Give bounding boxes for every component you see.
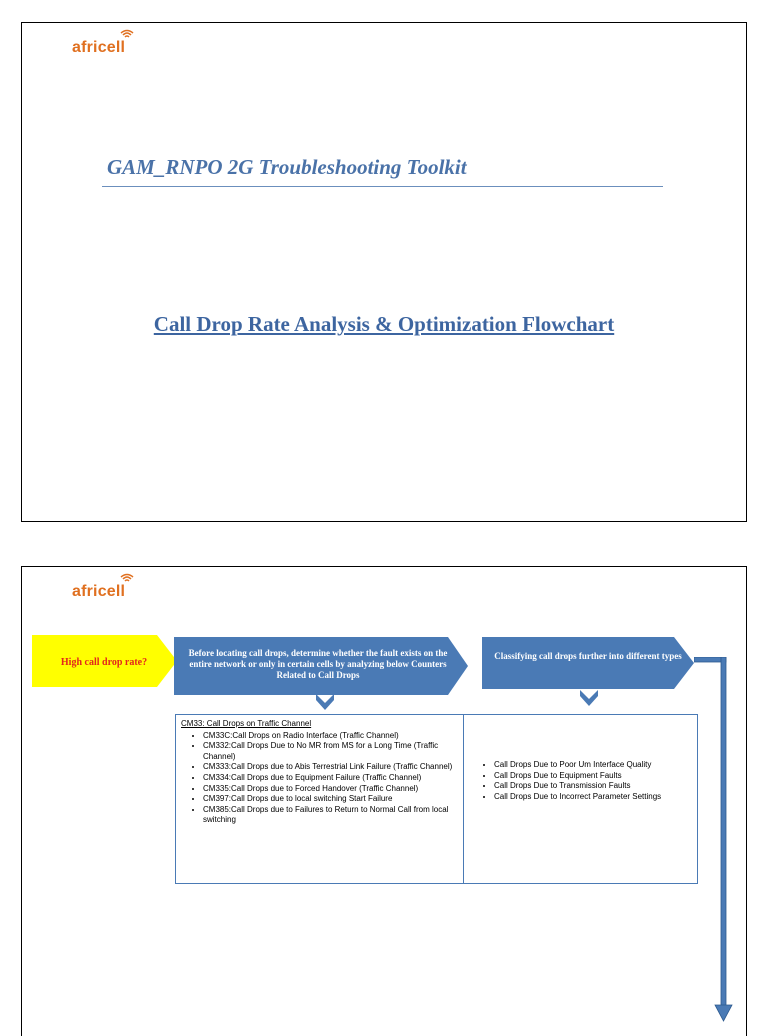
toolkit-title: GAM_RNPO 2G Troubleshooting Toolkit: [107, 155, 467, 179]
list-item: • Call Drops Due to Transmission Faults: [494, 781, 694, 792]
list-item: • CM332:Call Drops Due to No MR from MS for a Long Time (Traffic Channel): [203, 741, 459, 762]
africell-logo: [72, 575, 152, 601]
chevron-down-icon: [580, 690, 598, 706]
counters-heading: CM33: Call Drops on Traffic Channel: [181, 719, 312, 728]
types-list: [472, 760, 694, 802]
list-item: • CM335:Call Drops due to Forced Handover (Traffic Channel): [203, 784, 459, 795]
wifi-icon: [120, 29, 134, 39]
list-item: • CM397:Call Drops due to local switching Start Failure: [203, 794, 459, 805]
flowchart-title: Call Drop Rate Analysis & Optimization Flowchart: [153, 312, 615, 336]
step2-arrow: [482, 637, 694, 689]
call-drop-details-table: [175, 714, 698, 884]
logo-text: africell: [72, 39, 126, 56]
start-label: High call drop rate?: [60, 657, 148, 668]
africell-logo: [72, 31, 152, 57]
step2-text: Classifying call drops further into different types: [494, 651, 682, 661]
list-item: • Call Drops Due to Poor Um Interface Quality: [494, 760, 694, 771]
step1-text: Before locating call drops, determine whether the fault exists on the entire network or only in certain cells by analyzing below Counters Related to Call Drops: [188, 648, 448, 680]
counters-list: [181, 731, 459, 826]
list-item: • CM33C:Call Drops on Radio Interface (Traffic Channel): [203, 731, 459, 742]
types-column: [472, 760, 694, 802]
list-item: • Call Drops Due to Equipment Faults: [494, 771, 694, 782]
wifi-icon: [120, 573, 134, 583]
flowchart-slide: [21, 566, 747, 1036]
logo-text: africell: [72, 583, 126, 600]
list-item: • CM334:Call Drops due to Equipment Failure (Traffic Channel): [203, 773, 459, 784]
list-item: • Call Drops Due to Incorrect Parameter Settings: [494, 792, 694, 803]
title-slide: [21, 22, 747, 522]
chevron-down-icon: [316, 694, 334, 710]
counters-column: [181, 719, 459, 826]
list-item: • CM333:Call Drops due to Abis Terrestrial Link Failure (Traffic Channel): [203, 762, 459, 773]
list-item: • CM385:Call Drops due to Failures to Return to Normal Call from local switching: [203, 805, 459, 826]
title-underline: [102, 186, 663, 187]
column-divider: [463, 715, 464, 883]
continue-down-arrow: [694, 657, 736, 1027]
